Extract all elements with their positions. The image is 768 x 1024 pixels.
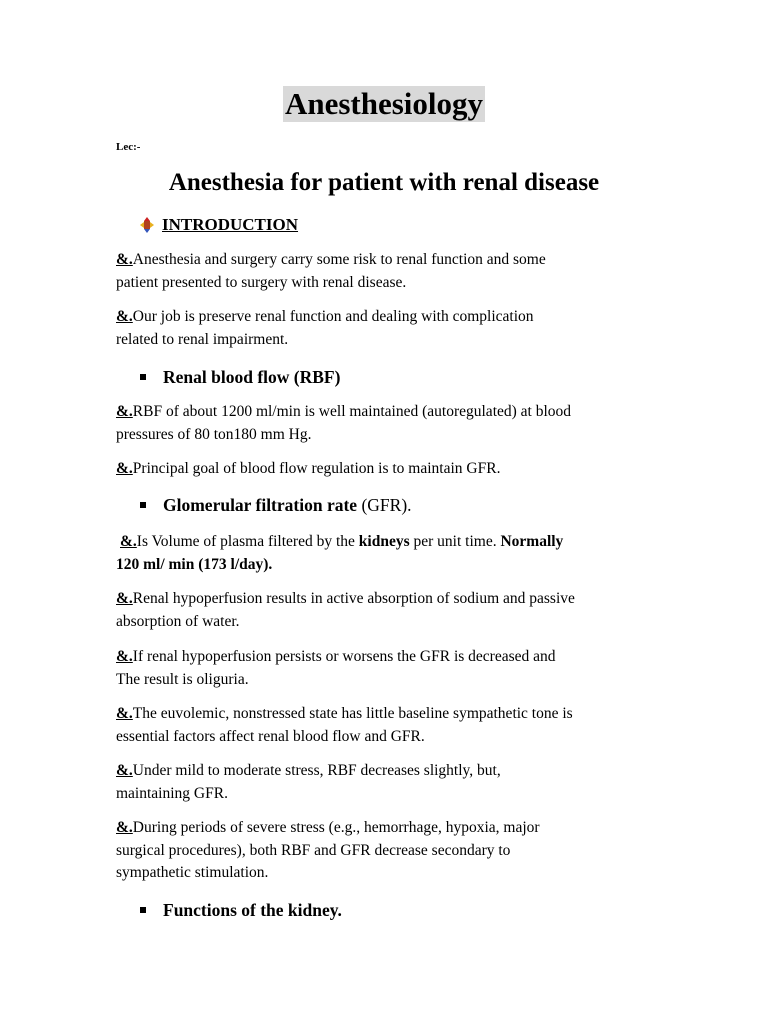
text-line: related to renal impairment. xyxy=(116,330,289,348)
text-bold: 120 ml/ min (173 l/day). xyxy=(116,555,273,573)
amp-marker: &. xyxy=(116,308,133,325)
text-line: Our job is preserve renal function and dealing with complication xyxy=(132,308,534,325)
paragraph-7 xyxy=(116,646,656,691)
amp-marker: &. xyxy=(116,403,133,420)
paragraph-5 xyxy=(116,531,660,576)
lecture-label: Lec:- xyxy=(116,141,141,153)
text-line: The euvolemic, nonstressed state has little baseline sympathetic tone is xyxy=(132,705,573,722)
text-line: sympathetic stimulation. xyxy=(116,864,269,881)
text-line: patient presented to surgery with renal disease. xyxy=(116,273,407,291)
heading-text: Functions of the kidney. xyxy=(163,900,342,920)
amp-marker: &. xyxy=(120,533,137,550)
heading-kidney-functions xyxy=(140,898,342,922)
paragraph-3 xyxy=(116,401,656,446)
heading-glomerular-filtration-rate xyxy=(140,493,412,517)
heading-text: Renal blood flow (RBF) xyxy=(163,367,341,387)
text-bold: Normally xyxy=(500,533,564,550)
heading-text: Glomerular filtration rate xyxy=(163,495,358,515)
square-bullet-icon xyxy=(140,374,146,380)
heading-text-suffix: (GFR). xyxy=(357,495,412,515)
text-line: maintaining GFR. xyxy=(116,784,228,802)
amp-marker: &. xyxy=(116,705,133,722)
heading-renal-blood-flow xyxy=(140,365,340,389)
amp-marker: &. xyxy=(116,251,133,268)
text-bold: kidneys xyxy=(358,533,410,550)
amp-marker: &. xyxy=(116,590,133,607)
intro-heading-label: INTRODUCTION xyxy=(162,215,299,234)
intro-heading xyxy=(140,214,298,236)
text-line: Under mild to moderate stress, RBF decreases slightly, but, xyxy=(132,762,501,779)
text-line: essential factors affect renal blood flow and GFR. xyxy=(116,727,425,745)
text-line: absorption of water. xyxy=(116,612,240,630)
text-line: During periods of severe stress (e.g., hemorrhage, hypoxia, major xyxy=(132,819,540,836)
paragraph-4 xyxy=(116,458,656,481)
text-line: pressures of 80 ton180 mm Hg. xyxy=(116,425,312,443)
amp-marker: &. xyxy=(116,460,133,477)
amp-marker: &. xyxy=(116,762,133,779)
text-line: Renal hypoperfusion results in active absorption of sodium and passive xyxy=(132,590,575,607)
text-line: Principal goal of blood flow regulation is to maintain GFR. xyxy=(132,460,501,477)
document-title: Anesthesiology xyxy=(284,86,484,121)
text-line: The result is oliguria. xyxy=(116,670,249,688)
square-bullet-icon xyxy=(140,502,146,508)
paragraph-1 xyxy=(116,249,656,294)
text-line: surgical procedures), both RBF and GFR decrease secondary to xyxy=(116,841,511,859)
four-way-arrow-icon xyxy=(140,217,154,233)
paragraph-6 xyxy=(116,588,656,633)
paragraph-8 xyxy=(116,703,656,748)
text-line: per unit time. xyxy=(409,533,501,550)
paragraph-9 xyxy=(116,760,656,805)
amp-marker: &. xyxy=(116,648,133,665)
amp-marker: &. xyxy=(116,819,133,836)
title-container xyxy=(0,86,768,122)
text-line: RBF of about 1200 ml/min is well maintained (autoregulated) at blood xyxy=(132,403,572,420)
paragraph-10 xyxy=(116,817,656,885)
text-line: If renal hypoperfusion persists or worsens the GFR is decreased and xyxy=(132,648,556,665)
text-line: Anesthesia and surgery carry some risk to renal function and some xyxy=(132,251,546,268)
text-line: Is Volume of plasma filtered by the xyxy=(136,533,359,550)
document-subtitle: Anesthesia for patient with renal disease xyxy=(168,169,600,196)
square-bullet-icon xyxy=(140,907,146,913)
paragraph-2 xyxy=(116,306,656,351)
